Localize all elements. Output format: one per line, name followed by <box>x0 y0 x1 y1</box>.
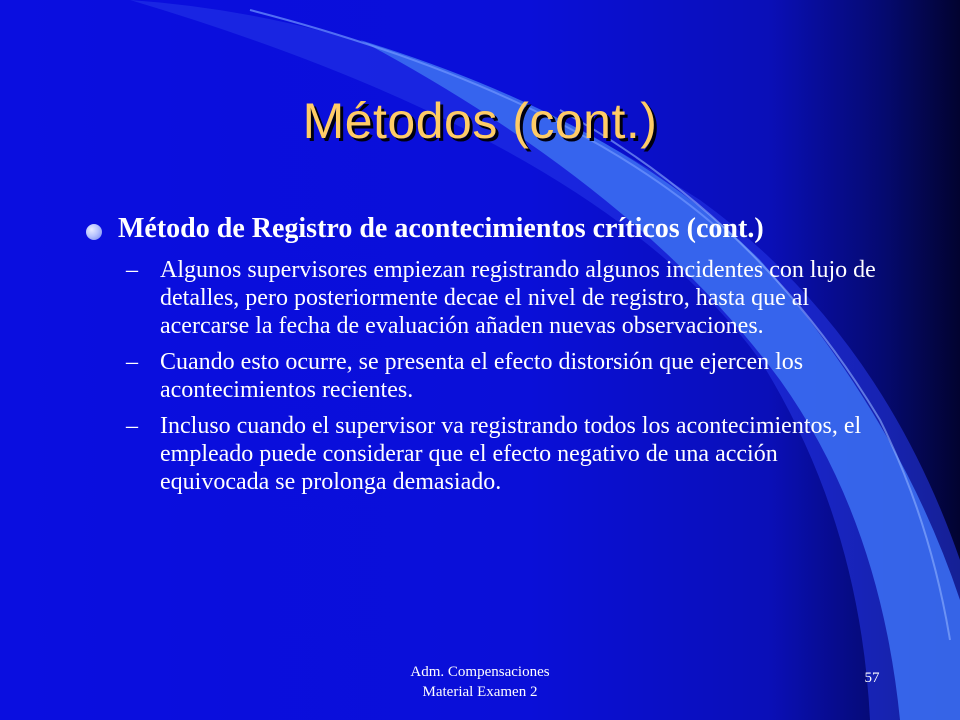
subpoint-list <box>86 256 886 496</box>
subpoint-text: Cuando esto ocurre, se presenta el efecto distorsión que ejercen los acontecimientos recientes. <box>160 349 804 403</box>
subpoint-text: Incluso cuando el supervisor va registrando todos los acontecimientos, el empleado puede considerar que el efecto negativo de una acción equivocada se prolonga demasiado. <box>160 413 862 495</box>
page-number: 57 <box>864 670 880 686</box>
dash-icon: – <box>126 349 138 375</box>
subpoint <box>126 348 886 404</box>
footer-line: Material Examen 2 <box>422 684 538 700</box>
dash-icon: – <box>126 257 138 283</box>
slide-title: Métodos (cont.) <box>302 93 658 149</box>
main-bullet <box>86 212 886 246</box>
footer-line: Adm. Compensaciones <box>410 664 550 680</box>
dash-icon: – <box>126 413 138 439</box>
bullet-dot-icon <box>86 224 102 240</box>
subpoint <box>126 412 886 496</box>
slide-body <box>86 212 886 504</box>
main-bullet-text: Método de Registro de acontecimientos críticos (cont.) <box>118 213 764 244</box>
subpoint-text: Algunos supervisores empiezan registrando algunos incidentes con lujo de detalles, pero posteriormente decae el nivel de registro, hasta que al acercarse la fecha de evaluación añaden nuevas observaciones. <box>160 257 876 339</box>
footer-text <box>370 662 590 702</box>
subpoint <box>126 256 886 340</box>
